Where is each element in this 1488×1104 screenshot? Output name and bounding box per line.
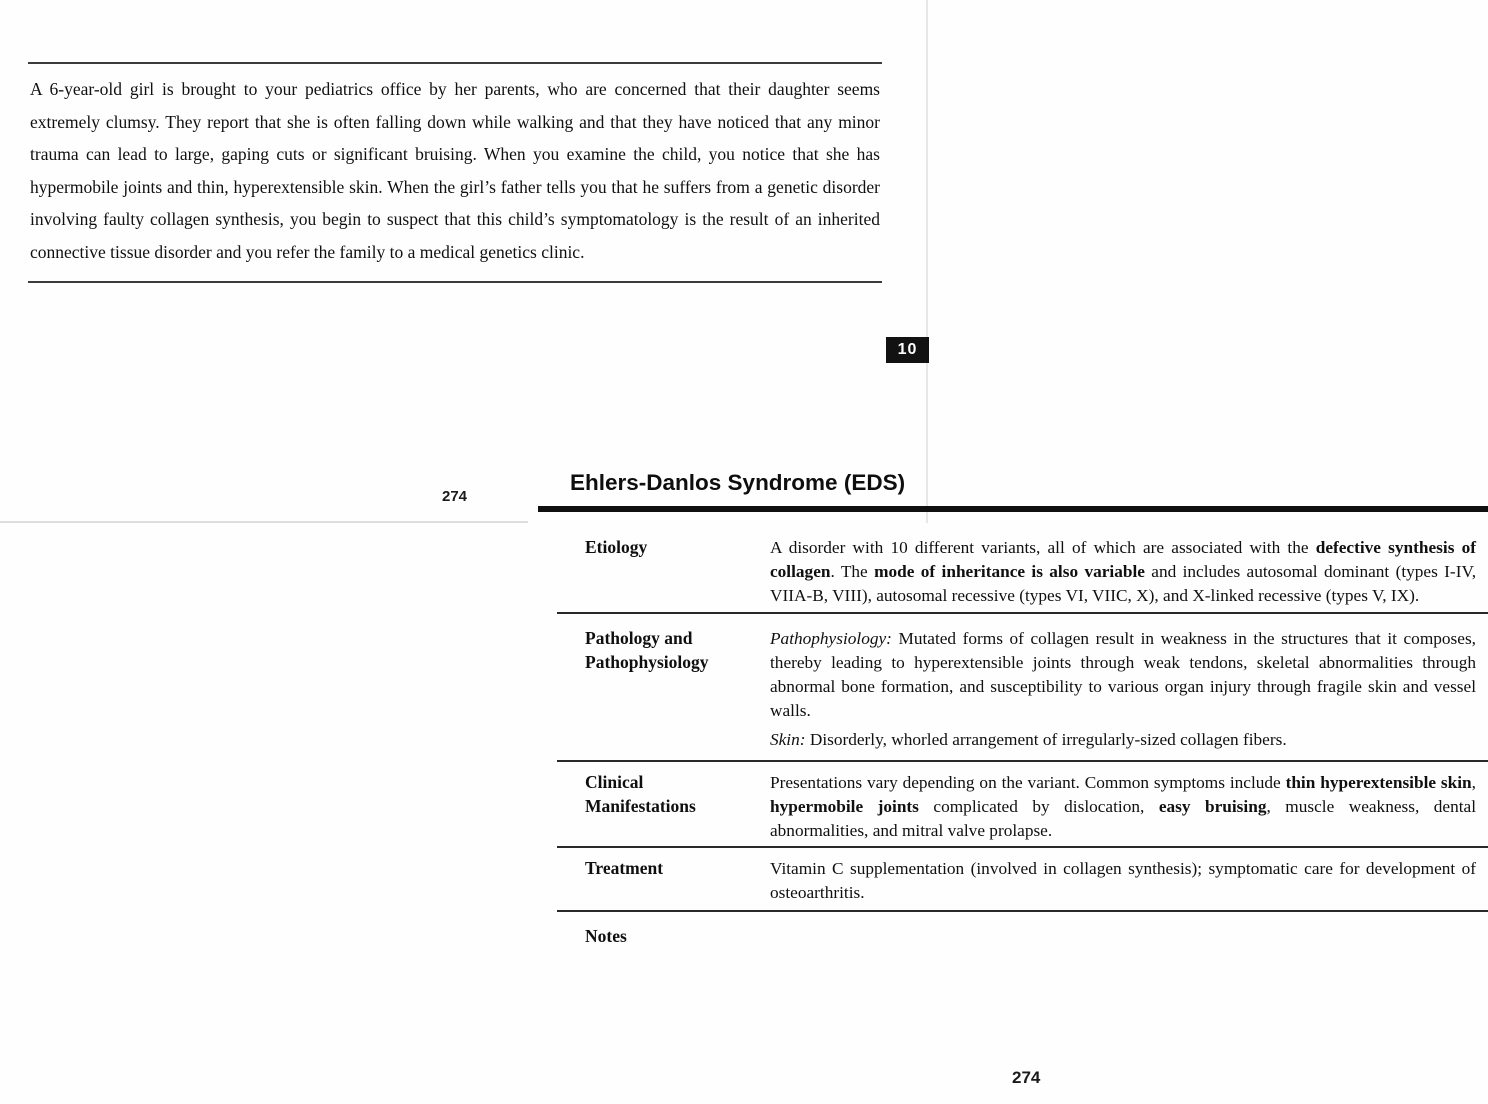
table-row <box>557 512 1488 614</box>
row-label: Treatment <box>585 858 664 878</box>
table-rows <box>538 512 1488 979</box>
chapter-number-badge: 10 <box>886 337 929 363</box>
row-body: Pathophysiology: Mutated forms of collagen result in weakness in the structures that it composes, thereby leading to hyperextensible joints through weak tendons, skeletal abnormalities through abnormal bone formation, and susceptibility to various organ injury through fragile skin and vessel walls. Skin: Disorderly, whorled arrangement of irregularly-sized collagen fibers. <box>770 629 1476 749</box>
table-row <box>557 912 1488 979</box>
page-number-bottom: 274 <box>1012 1068 1041 1087</box>
case-vignette-box <box>28 62 882 283</box>
row-body: Presentations vary depending on the variant. Common symptoms include thin hyperextensible skin, hypermobile joints complicated by dislocation, easy bruising, muscle weakness, dental abnormalities, and mitral valve prolapse. <box>770 773 1477 840</box>
row-body <box>770 925 1488 949</box>
case-vignette-text: A 6-year-old girl is brought to your pediatrics office by her parents, who are concerned that their daughter seems extremely clumsy. They report that she is often falling down while walking and that they have noticed that any minor trauma can lead to large, gaping cuts or significant bruising. When you examine the child, you notice that she has hypermobile joints and thin, hyperextensible skin. When the girl’s father tells you that he suffers from a genetic disorder involving faulty collagen synthesis, you begin to suspect that this child’s symptomatology is the result of an inherited connective tissue disorder and you refer the family to a medical genetics clinic. <box>30 79 880 262</box>
row-body: A disorder with 10 different variants, all of which are associated with the defective synthesis of collagen. The mode of inheritance is also variable and includes autosomal dominant (types I-IV, VIIA-B, VIII), autosomal recessive (types VI, VIIC, X), and X-linked recessive (types V, IX). <box>770 538 1477 605</box>
table-row <box>557 762 1488 848</box>
summary-table <box>538 469 1488 979</box>
table-row <box>557 848 1488 912</box>
page-edge-vertical-line <box>926 0 928 523</box>
page-edge-horizontal-line <box>0 521 528 523</box>
row-label: Notes <box>585 926 627 946</box>
row-label: Clinical Manifestations <box>585 772 696 816</box>
table-title: Ehlers-Danlos Syndrome (EDS) <box>570 470 906 495</box>
page-number-left: 274 <box>442 488 468 505</box>
row-label: Etiology <box>585 537 648 557</box>
row-label: Pathology and Pathophysiology <box>585 628 709 672</box>
row-body: Vitamin C supplementation (involved in collagen synthesis); symptomatic care for development of osteoarthritis. <box>770 859 1476 902</box>
table-row <box>557 614 1488 762</box>
